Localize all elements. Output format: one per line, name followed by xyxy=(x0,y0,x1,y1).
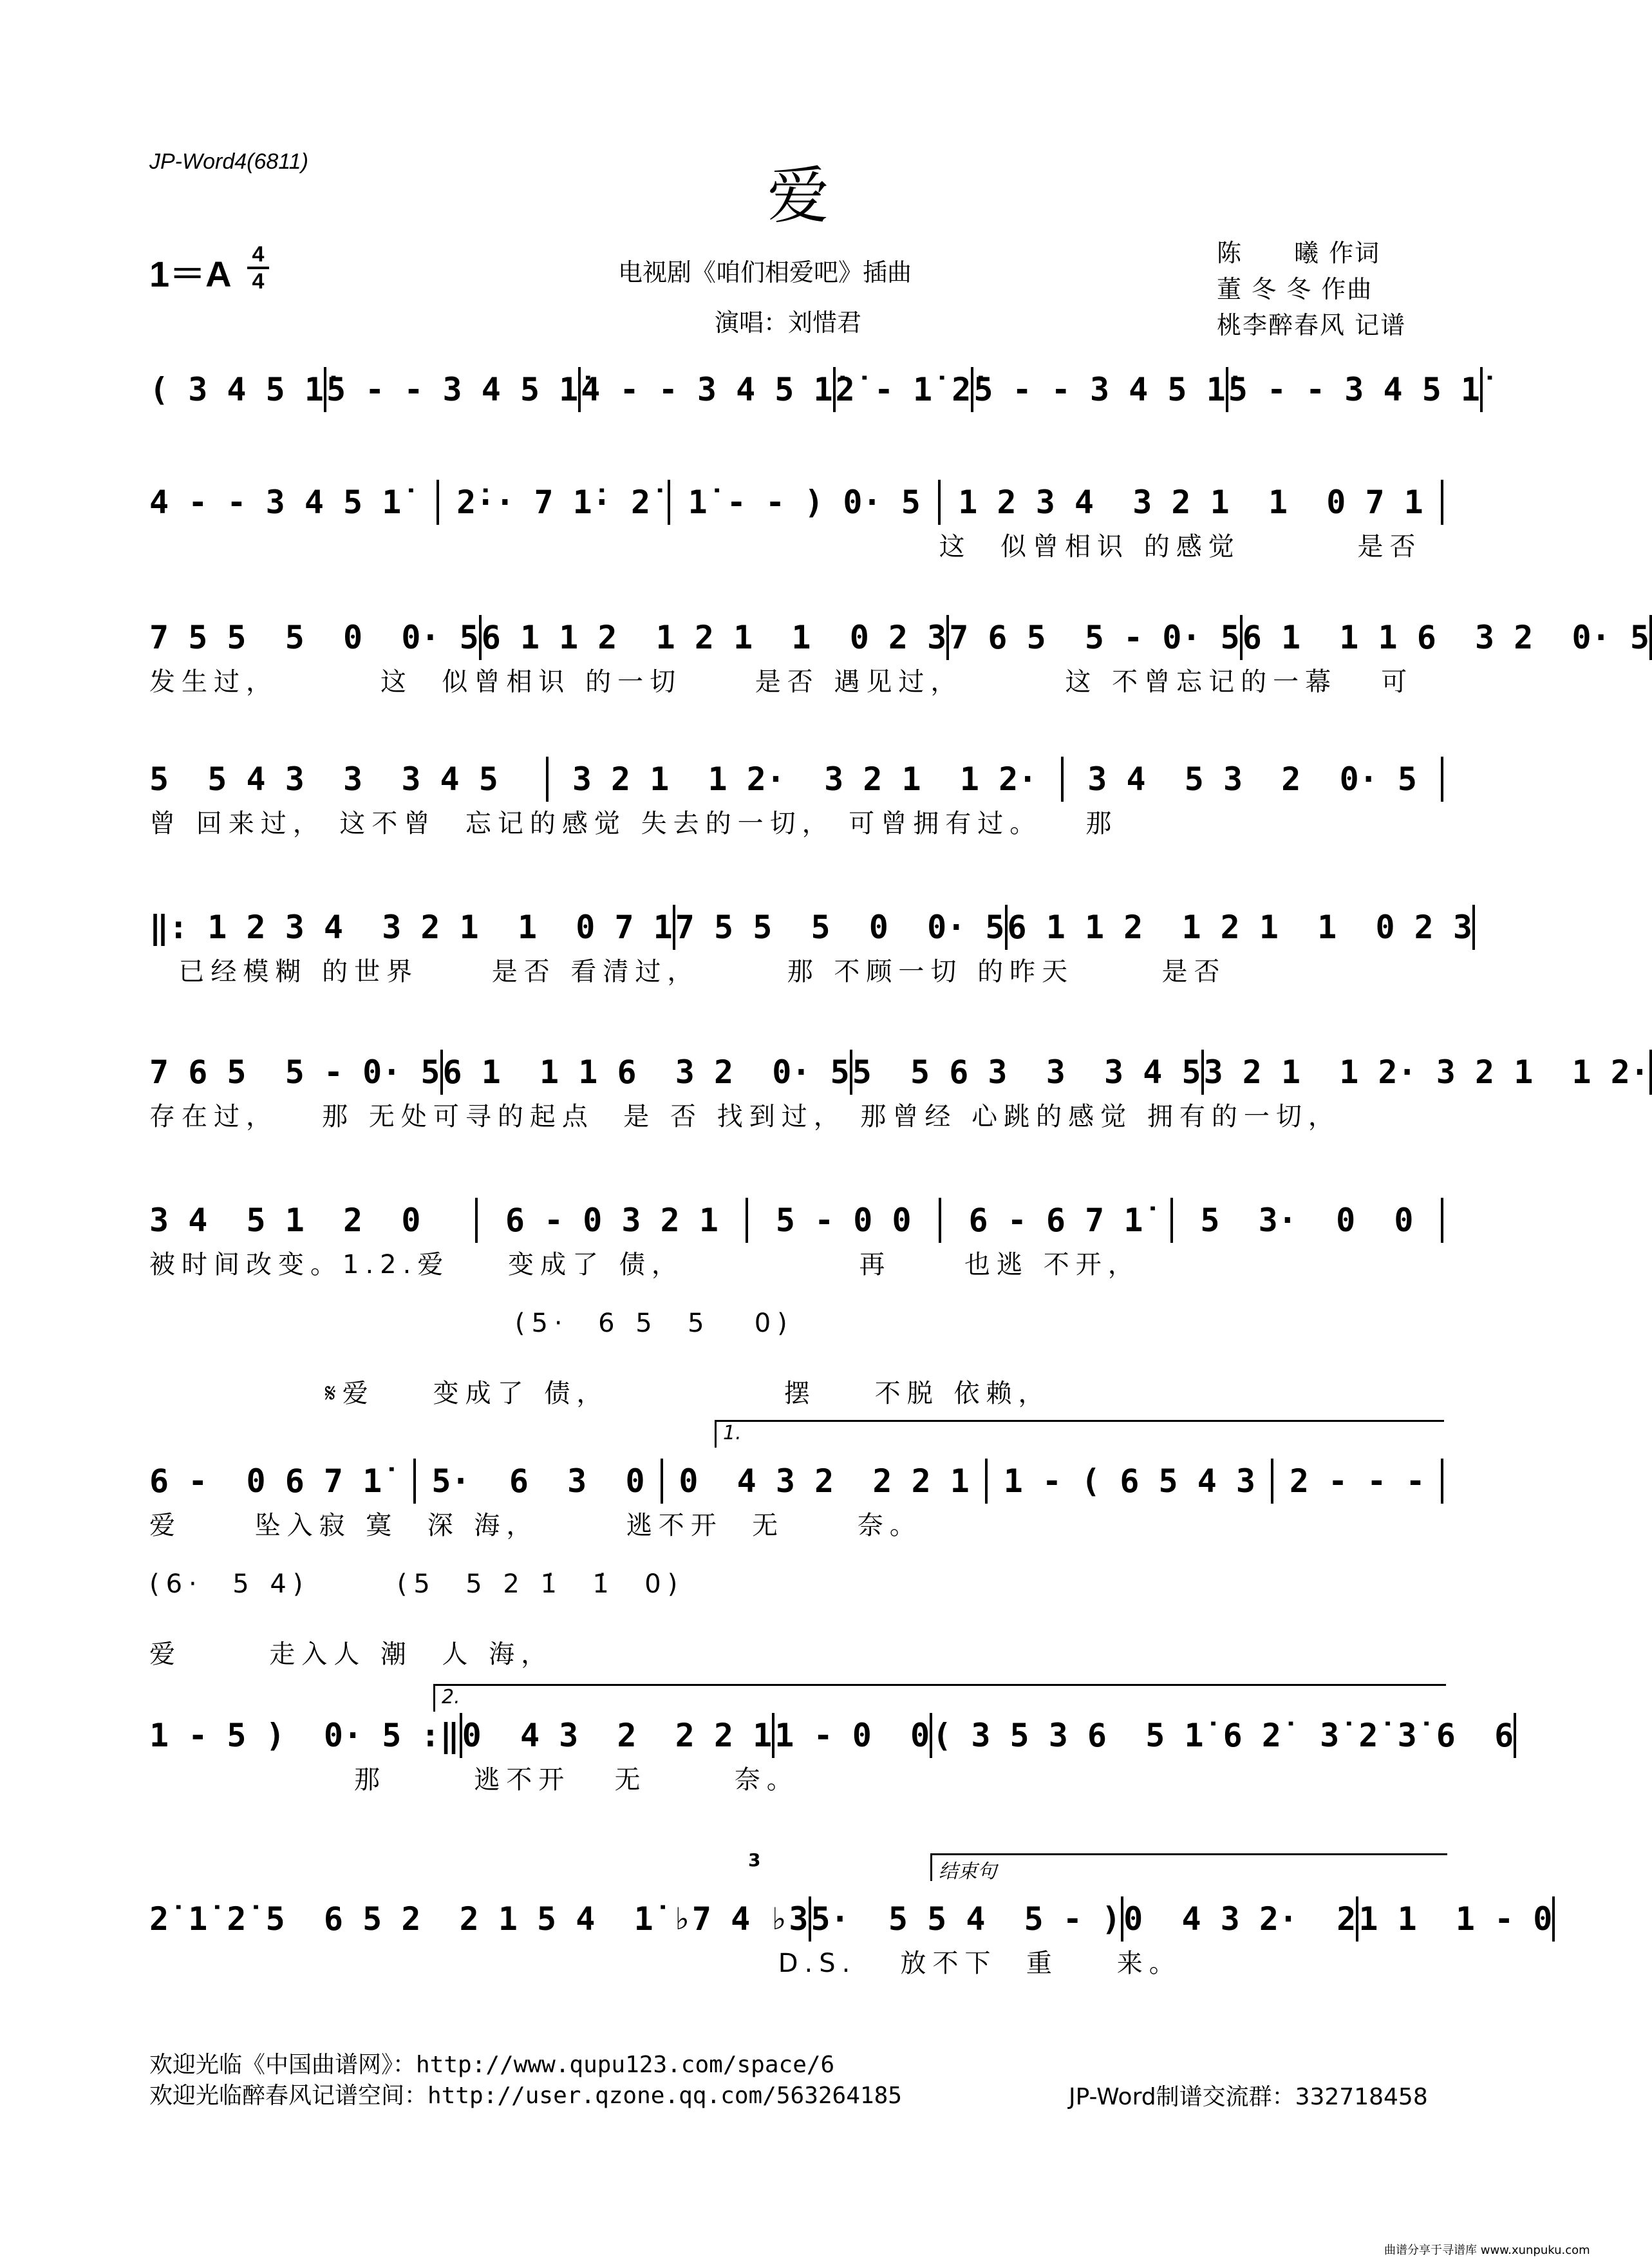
watermark-text: 曲谱分享于寻谱库 www.xunpuku.com xyxy=(1384,2244,1590,2257)
measure: 2 - - - xyxy=(1273,1459,1443,1504)
measure: 0 4 3 2· 2 xyxy=(1123,1896,1358,1942)
measure: 1 - ( 6 5 4 3 xyxy=(988,1459,1273,1504)
measure: 0 4 3 2 2 2 1 xyxy=(663,1459,988,1504)
staff-system xyxy=(149,1459,1443,1504)
key-signature: 1＝A xyxy=(149,254,232,294)
measure: 1 - 5 ) 0· 5 :‖ xyxy=(149,1713,462,1758)
measure: 7 5 5 5 0 0· 5 xyxy=(149,615,482,660)
measure: 6 1 1 1 6 3 2 0· 5 xyxy=(1243,615,1652,660)
measure: ‖: 1 2 3 4 3 2 1 1 0 7 1 xyxy=(149,905,675,950)
measure: 5 - 0 0 xyxy=(748,1198,941,1243)
staff-system xyxy=(149,1896,1553,1942)
footer-group: JP-Word制谱交流群：332718458 xyxy=(1069,2084,1428,2110)
singer: 演唱：刘惜君 xyxy=(715,308,862,337)
first-ending xyxy=(715,1420,1444,1448)
measure: 0 4 3 2 2 2 1 xyxy=(462,1713,775,1758)
measure: 2̇ 1̇ 2̇ 5 6 5 2 2 1 5 4 1̇ ♭7 4 ♭3 xyxy=(149,1896,811,1942)
measure: 1 1 1 - 0 xyxy=(1358,1896,1555,1942)
staff-system xyxy=(149,480,1443,525)
measure: 7 6 5 5 - 0· 5 xyxy=(149,1050,443,1095)
measure: 1 2 3 4 3 2 1 1 0 7 1 xyxy=(941,480,1443,525)
measure: 4 - - 3 4 5 1̇ xyxy=(581,367,835,412)
time-bottom: 4 xyxy=(252,269,265,294)
footer-line-1: 欢迎光临《中国曲谱网》：http://www.qupu123.com/space/6 xyxy=(149,2052,835,2078)
lyric-line: 爱 走入人 潮 人 海， xyxy=(149,1640,554,1669)
measure: 4 - - 3 4 5 1̇ xyxy=(149,480,439,525)
staff-system xyxy=(149,905,1472,950)
measure: 6 - 6 7 1̇ xyxy=(941,1198,1173,1243)
measure: ( 3 4 5 1̇ xyxy=(149,367,326,412)
software-label: JP-Word4(6811) xyxy=(149,149,308,174)
coda-ending xyxy=(930,1853,1447,1881)
measure: 3 4 5 3 2 0· 5 xyxy=(1064,757,1443,802)
measure: 5 5 4 3 3 3 4 5 xyxy=(149,757,549,802)
lyric-line: 曾 回来过， 这不曾 忘记的感觉 失去的一切， 可曾拥有过。 那 xyxy=(149,809,1118,838)
measure: ( 3 5 3 6 5 1̇ 6 2̇ 3̇ 2̇ 3̇ 6 6 xyxy=(932,1713,1516,1758)
measure: 5 3· 0 0 xyxy=(1173,1198,1443,1243)
lyric-line: 发生过， 这 似曾相识 的一切 是否 遇见过， 这 不曾忘记的一幕 可 xyxy=(149,667,1414,697)
measure: 6 - 0 3 2 1 xyxy=(478,1198,748,1243)
measure: 7 6 5 5 - 0· 5 xyxy=(949,615,1243,660)
subtitle: 电视剧《咱们相爱吧》插曲 xyxy=(618,258,912,287)
second-ending xyxy=(433,1684,1446,1712)
footer-line-2: 欢迎光临醉春风记谱空间：http://user.qzone.qq.com/563264185 xyxy=(149,2083,902,2109)
lyric-line: 已经模糊 的世界 是否 看清过， 那 不顾一切 的昨天 是否 xyxy=(149,957,1226,987)
lyric-line: 这 似曾相识 的感觉 是否 xyxy=(149,532,1422,562)
measure: 5 - - 3 4 5 1̇ xyxy=(973,367,1228,412)
lyricist: 陈 曦 作词 xyxy=(1217,239,1381,267)
lyric-line: (6· 5 4) (5 5 2 1̇ 1̇ 0) xyxy=(149,1569,684,1599)
measure: 6 1 1 2 1 2 1 1 0 2 3 xyxy=(1008,905,1475,950)
first-ending-label: 1. xyxy=(723,1422,742,1444)
measure: 6 1 1 2 1 2 1 1 0 2 3 xyxy=(482,615,949,660)
lyric-line: 爱 坠入寂 寞 深 海， 逃不开 无 奈。 xyxy=(149,1511,922,1540)
measure: 5 - - 3 4 5 1̇ xyxy=(326,367,581,412)
staff-system xyxy=(149,1050,1649,1095)
time-signature xyxy=(247,242,269,294)
lyric-line: D.S. 放不下 重 来。 xyxy=(149,1949,1181,1978)
measure: 2̇ - 1̇ 2̇ xyxy=(836,367,974,412)
measure: 1̇ - - ) 0· 5 xyxy=(670,480,941,525)
measure: 6 1 1 1 6 3 2 0· 5 xyxy=(443,1050,852,1095)
measure: 3 2 1 1 2· 3 2 1 1 2· xyxy=(1204,1050,1652,1095)
coda-label: 结束句 xyxy=(939,1860,997,1883)
staff-system xyxy=(149,1198,1443,1243)
triplet-mark: 3 xyxy=(748,1849,761,1871)
measure: 5 5 6 3 3 3 4 5 xyxy=(852,1050,1204,1095)
song-title: 爱 xyxy=(767,160,829,232)
measure: 5 - - 3 4 5 1̇ xyxy=(1228,367,1483,412)
lyric-line: 𝄋爱 变成了 债， 摆 不脱 依赖， xyxy=(149,1379,1051,1408)
lyric-line: (5· 6 5 5 0) xyxy=(149,1309,794,1338)
lyric-line: 那 逃不开 无 奈。 xyxy=(149,1765,799,1795)
composer: 董 冬 冬 作曲 xyxy=(1217,275,1373,303)
measure: 1 - 0 0 xyxy=(774,1713,932,1758)
measure: 3 4 5 1 2 0 xyxy=(149,1198,478,1243)
staff-system xyxy=(149,367,1481,412)
measure: 5· 5 5 4 5 - ) xyxy=(811,1896,1124,1942)
staff-system xyxy=(149,757,1443,802)
staff-system xyxy=(149,615,1649,660)
lyric-line: 被时间改变。1.2.爱 变成了 债， 再 也逃 不开， xyxy=(149,1250,1140,1280)
measure: 2̇·· 7 1̇· 2̇ xyxy=(439,480,671,525)
staff-system xyxy=(149,1713,1514,1758)
measure: 6 - 0 6 7 1̇ xyxy=(149,1459,416,1504)
time-top: 4 xyxy=(252,242,265,267)
measure: 5· 6 3 0 xyxy=(416,1459,663,1504)
transcriber: 桃李醉春风 记谱 xyxy=(1217,311,1407,339)
measure: 3 2 1 1 2· 3 2 1 1 2· xyxy=(549,757,1064,802)
lyric-line: 存在过， 那 无处可寻的起点 是 否 找到过， 那曾经 心跳的感觉 拥有的一切， xyxy=(149,1102,1340,1131)
second-ending-label: 2. xyxy=(442,1686,460,1708)
measure: 7 5 5 5 0 0· 5 xyxy=(675,905,1008,950)
